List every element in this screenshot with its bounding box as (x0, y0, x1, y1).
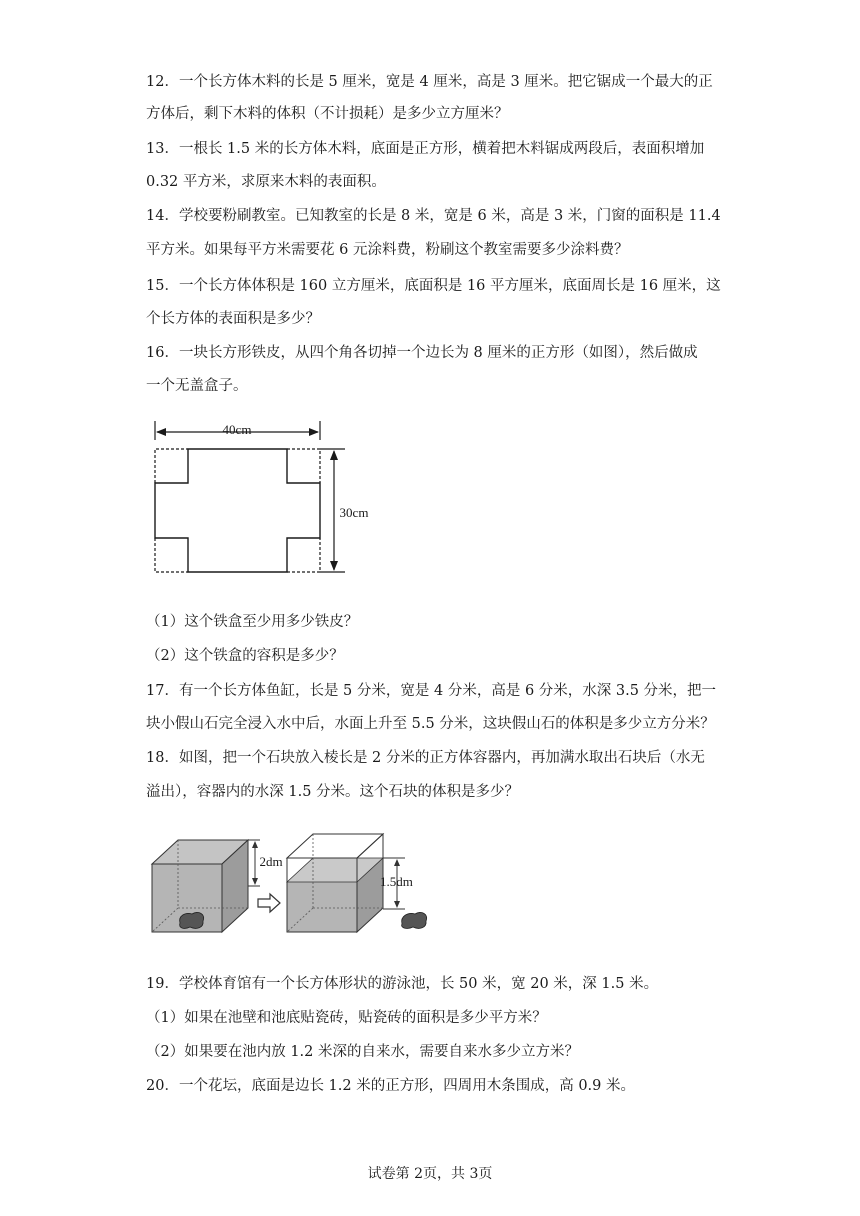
width-label: 40cm (222, 422, 252, 437)
q16-line2: 一个无盖盒子。 (146, 378, 248, 394)
q16-part2: （2）这个铁盒的容积是多少？ (146, 648, 344, 664)
q12-line2: 方体后，剩下木料的体积（不计损耗）是多少立方厘米？ (146, 106, 509, 122)
q12-line1: 12．一个长方体木料的长是 5 厘米，宽是 4 厘米，高是 3 厘米。把它锯成一个最大的正 (146, 74, 713, 90)
q17-line2: 块小假山石完全浸入水中后，水面上升至 5.5 分米，这块假山石的体积是多少立方分米？ (146, 716, 715, 732)
left-cube (152, 840, 248, 932)
q19-line1: 19．学校体育馆有一个长方体形状的游泳池，长 50 米，宽 20 米，深 1.5 米。 (146, 976, 659, 992)
height-label: 30cm (339, 505, 369, 520)
q16-part1: （1）这个铁盒至少用多少铁皮？ (146, 614, 359, 630)
cube-figure (140, 826, 440, 938)
sheet-figure (140, 418, 380, 582)
q15-line2: 个长方体的表面积是多少？ (146, 311, 320, 327)
q15-line1: 15．一个长方体体积是 160 立方厘米，底面积是 16 平方厘米，底面周长是 16 厘米，这 (146, 278, 721, 294)
page-footer: 试卷第 2页，共 3页 (367, 1166, 493, 1182)
q19-part1: （1）如果在池壁和池底贴瓷砖，贴瓷砖的面积是多少平方米？ (146, 1010, 547, 1026)
right-cube (287, 834, 383, 932)
q19-part2: （2）如果要在池内放 1.2 米深的自来水，需要自来水多少立方米？ (146, 1044, 580, 1060)
q18-line1: 18．如图，把一个石块放入棱长是 2 分米的正方体容器内，再加满水取出石块后（水无 (146, 750, 705, 766)
q20-line1: 20．一个花坛，底面是边长 1.2 米的正方形，四周用木条围成，高 0.9 米。 (146, 1078, 636, 1094)
q13-line2: 0.32 平方米，求原来木料的表面积。 (146, 174, 386, 190)
q13-line1: 13．一根长 1.5 米的长方体木料，底面是正方形，横着把木料锯成两段后，表面积增加 (146, 141, 705, 157)
q16-line1: 16．一块长方形铁皮，从四个角各切掉一个边长为 8 厘米的正方形（如图），然后做成 (146, 345, 698, 361)
q17-line1: 17．有一个长方体鱼缸，长是 5 分米，宽是 4 分米，高是 6 分米，水深 3.5 分米，把一 (146, 683, 717, 699)
arrow-icon (258, 894, 280, 912)
rock (402, 912, 427, 928)
q14-line2: 平方米。如果每平方米需要花 6 元涂料费，粉刷这个教室需要多少涂料费？ (146, 242, 629, 258)
depth-label: 1.5dm (380, 874, 413, 889)
edge-label: 2dm (259, 854, 283, 869)
q14-line1: 14．学校要粉刷教室。已知教室的长是 8 米，宽是 6 米，高是 3 米，门窗的面积是 11.4 (146, 208, 721, 224)
q18-line2: 溢出），容器内的水深 1.5 分米。这个石块的体积是多少？ (146, 784, 520, 800)
